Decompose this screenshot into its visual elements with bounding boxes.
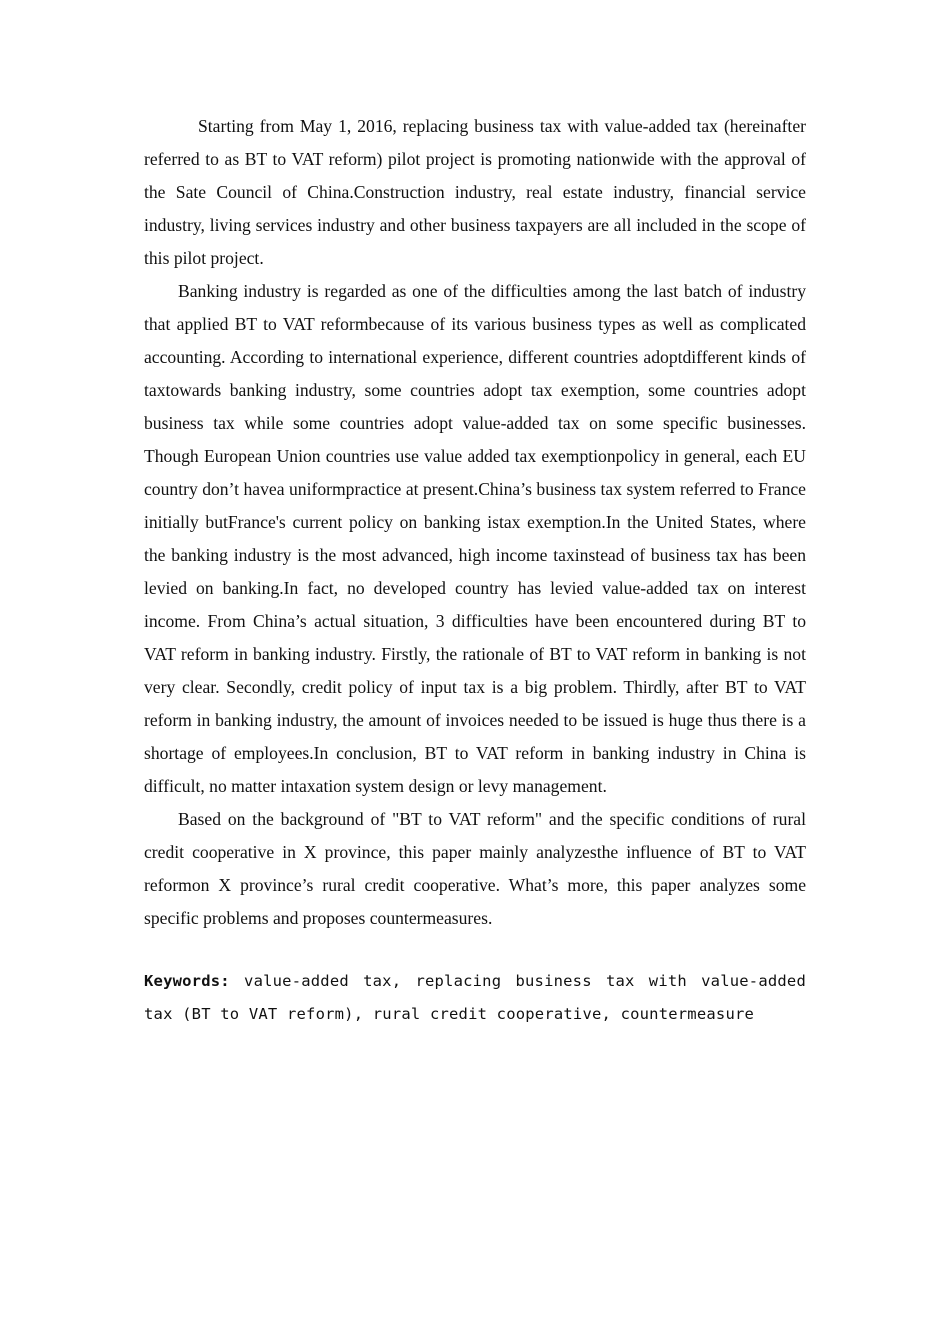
keywords-text: value-added tax, replacing business tax with value-added tax (BT to VAT reform), rural credit cooperative, countermeasure bbox=[144, 972, 806, 1023]
abstract-paragraph-3: Based on the background of "BT to VAT reform" and the specific conditions of rural credit cooperative in X province, this paper mainly analyzesthe influence of BT to VAT reformon X province’s rural credit cooperative. What’s more, this paper analyzes some specific problems and proposes countermeasures. bbox=[144, 809, 806, 928]
keywords-label: Keywords: bbox=[144, 972, 230, 990]
keywords-section bbox=[144, 965, 806, 1031]
document-page bbox=[144, 110, 806, 1031]
abstract-paragraph-2: Banking industry is regarded as one of the difficulties among the last batch of industry that applied BT to VAT reformbecause of its various business types as well as complicated accounting. According to international experience, different countries adoptdifferent kinds of taxtowards banking industry, some countries adopt tax exemption, some countries adopt business tax while some countries adopt value-added tax on some specific businesses. Though European Union countries use value added tax exemptionpolicy in general, each EU country don’t havea uniformpractice at present.China’s business tax system referred to France initially butFrance's current policy on banking istax exemption.In the United States, where the banking industry is the most advanced, high income taxinstead of business tax has been levied on banking.In fact, no developed country has levied value-added tax on interest income. From China’s actual situation, 3 difficulties have been encountered during BT to VAT reform in banking industry. Firstly, the rationale of BT to VAT reform in banking is not very clear. Secondly, credit policy of input tax is a big problem. Thirdly, after BT to VAT reform in banking industry, the amount of invoices needed to be issued is huge thus there is a shortage of employees.In conclusion, BT to VAT reform in banking industry in China is difficult, no matter intaxation system design or levy management. bbox=[144, 281, 806, 796]
abstract-paragraph-1: Starting from May 1, 2016, replacing business tax with value-added tax (hereinafter referred to as BT to VAT reform) pilot project is promoting nationwide with the approval of the Sate Council of China.Construction industry, real estate industry, financial service industry, living services industry and other business taxpayers are all included in the scope of this pilot project. bbox=[144, 116, 806, 268]
